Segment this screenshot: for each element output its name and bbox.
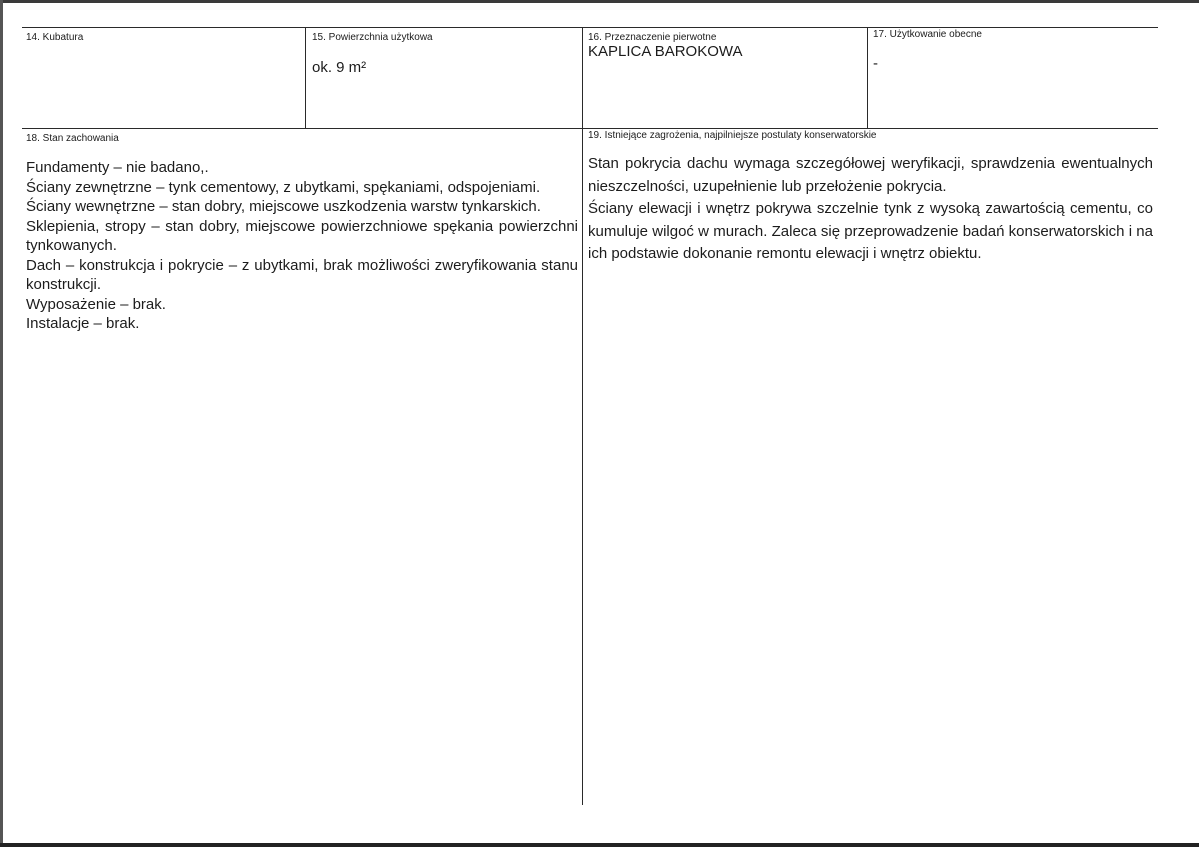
- col-divider-16-17: [867, 27, 868, 129]
- row-divider: [22, 128, 1158, 129]
- condition-interior-walls: Ściany wewnętrzne – stan dobry, miejscowe uszkodzenia warstw tynkarskich.: [26, 198, 541, 215]
- cell-15-value: ok. 9 m²: [312, 59, 367, 76]
- condition-exterior-walls: Ściany zewnętrzne – tynk cementowy, z ubytkami, spękaniami, odspojeniami.: [26, 178, 541, 196]
- col-divider-14-15: [305, 27, 306, 129]
- scan-edge-left: [0, 0, 3, 847]
- threat-walls: Ściany elewacji i wnętrz pokrywa szczelnie tynk z wysoką zawartością cementu, co kumuluje wilgoć w murach. Zaleca się przeprowadzenie badań konserwatorskich i na ich podstawie dokonanie remontu elewacji i wnętrz obiektu.: [588, 200, 1153, 262]
- col-divider-center: [582, 27, 583, 805]
- form-top-border: [22, 27, 1158, 28]
- threat-roof: Stan pokrycia dachu wymaga szczegółowej weryfikacji, sprawdzenia ewentualnych nieszczelności, uzupełnienie lub przełożenie pokrycia.: [588, 155, 1153, 195]
- cell-17-value: -: [873, 55, 878, 72]
- condition-roof: Dach – konstrukcja i pokrycie – z ubytkami, brak możliwości zweryfikowania stanu konstrukcji.: [26, 256, 578, 293]
- condition-vaults-ceilings: Sklepienia, stropy – stan dobry, miejscowe powierzchniowe spękania powierzchni tynkowanych.: [26, 217, 578, 254]
- cell-16-value: KAPLICA BAROKOWA: [588, 43, 743, 60]
- scan-edge-bottom: [0, 843, 1199, 847]
- cell-18-label: 18. Stan zachowania: [26, 133, 119, 144]
- condition-furnishings: Wyposażenie – brak.: [26, 295, 166, 313]
- scan-edge-top: [0, 0, 1199, 3]
- cell-17-label: 17. Użytkowanie obecne: [873, 29, 982, 40]
- cell-15-label: 15. Powierzchnia użytkowa: [312, 32, 433, 43]
- cell-18-condition-text: [26, 158, 578, 334]
- cell-19-label: 19. Istniejące zagrożenia, najpilniejsze postulaty konserwatorskie: [588, 130, 877, 141]
- cell-16-label: 16. Przeznaczenie pierwotne: [588, 32, 717, 43]
- condition-installations: Instalacje – brak.: [26, 315, 140, 332]
- cell-19-threats-text: [588, 153, 1153, 266]
- cell-14-label: 14. Kubatura: [26, 32, 84, 43]
- condition-foundations: Fundamenty – nie badano,.: [26, 159, 209, 176]
